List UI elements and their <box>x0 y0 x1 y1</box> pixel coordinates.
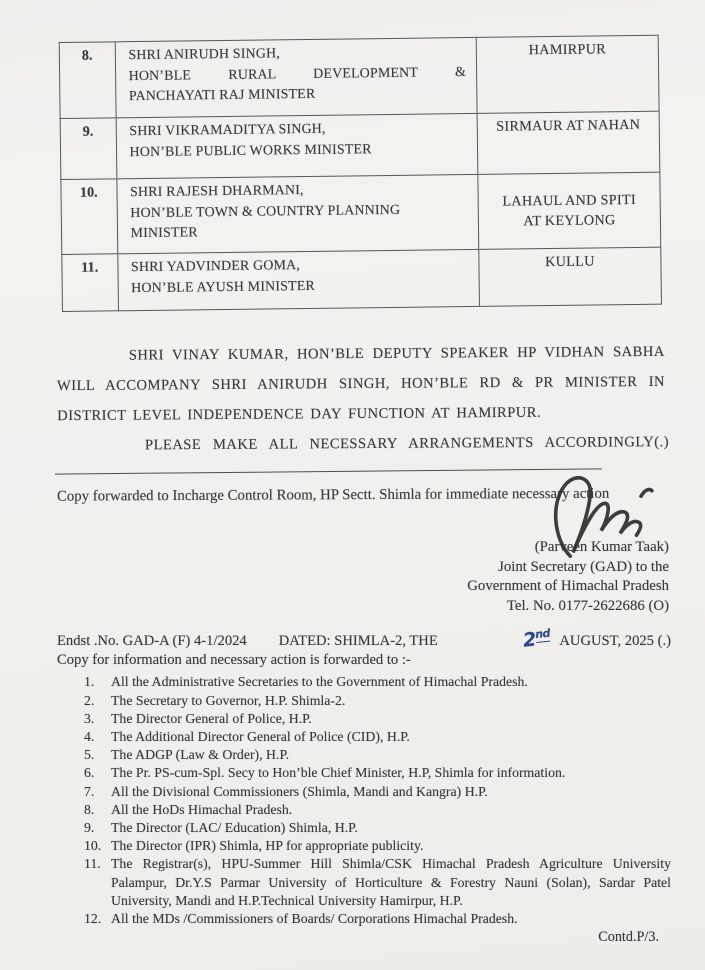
minister-line: SHRI VIKRAMADITYA SINGH, <box>129 121 326 140</box>
list-item-number: 12. <box>84 910 102 926</box>
place-cell <box>479 247 662 306</box>
scanned-letter-page <box>0 42 705 970</box>
list-item <box>84 837 671 855</box>
place-line: LAHAUL AND SPITI <box>502 191 637 210</box>
place-line: AT KEYLONG <box>523 212 616 230</box>
row-number: 9. <box>60 118 116 180</box>
place-cell <box>476 35 659 113</box>
section-divider <box>55 468 602 474</box>
signature-ink-mark <box>543 469 661 567</box>
list-item <box>84 728 671 746</box>
list-item-text: The Secretary to Governor, H.P. Shimla-2. <box>111 692 346 708</box>
minister-name-cell <box>116 174 478 253</box>
list-item-number: 5. <box>84 747 95 763</box>
list-item-text: The Pr. PS-cum-Spl. Secy to Hon’ble Chief Minister, H.P, Shimla for information. <box>111 765 566 781</box>
endorsement-month-year: AUGUST, 2025 (.) <box>559 633 671 650</box>
signatory-title: Joint Secretary (GAD) to the <box>498 558 669 575</box>
list-item-text: All the MDs /Commissioners of Boards/ Corporations Himachal Pradesh. <box>111 910 518 926</box>
minister-line: HON’BLE TOWN & COUNTRY PLANNING <box>130 202 401 221</box>
list-item <box>84 819 671 837</box>
table-row <box>59 35 659 118</box>
date-ordinal-suffix: nd <box>534 626 551 642</box>
list-item-text: The Director (IPR) Shimla, HP for appropriate publicity. <box>111 838 424 854</box>
table-row <box>62 247 662 311</box>
list-item-number: 1. <box>84 674 95 690</box>
list-item-number: 2. <box>84 692 95 708</box>
body-paragraph-deputy-speaker: SHRI VINAY KUMAR, HON’BLE DEPUTY SPEAKER HP VIDHAN SABHA WILL ACCOMPANY SHRI ANIRUDH SINGH, HON’BLE RD & PR MINISTER IN DISTRICT LEVEL INDEPENDENCE DAY FUNCTION AT HAMIRPUR. <box>56 343 666 425</box>
minister-line: SHRI YADVINDER GOMA, <box>130 258 301 276</box>
handwritten-date: 2nd <box>521 626 551 652</box>
minister-line: SHRI ANIRUDH SINGH, <box>128 46 281 64</box>
list-item-number: 11. <box>84 856 101 872</box>
list-item-number: 9. <box>84 819 95 835</box>
minister-line: PANCHAYATI RAJ MINISTER <box>128 86 316 105</box>
body-paragraph-arrangements: PLEASE MAKE ALL NECESSARY ARRANGEMENTS ACCORDINGLY(.) <box>144 434 670 454</box>
place-line: SIRMAUR AT NAHAN <box>496 116 641 135</box>
list-item-number: 8. <box>84 801 95 817</box>
row-number: 10. <box>61 179 117 255</box>
ministers-table <box>59 35 662 312</box>
list-item <box>84 764 671 782</box>
minister-name-cell <box>117 249 479 310</box>
minister-line: HON’BLE RURAL DEVELOPMENT & <box>128 64 467 84</box>
minister-name-cell <box>115 37 477 117</box>
place-cell <box>477 111 660 174</box>
table-row <box>60 111 660 179</box>
signature-area <box>0 487 705 616</box>
continuation-note: Contd.P/3. <box>598 929 659 946</box>
forwarded-to-line: Copy for information and necessary action is forwarded to :- <box>57 652 411 669</box>
list-item <box>84 910 671 928</box>
list-item-number: 7. <box>84 783 95 799</box>
place-cell <box>478 172 661 249</box>
list-item-text: The Registrar(s), HPU-Summer Hill Shimla/CSK Himachal Pradesh Agriculture University Palampur, Dr.Y.S Parmar University of Horticulture & Forestry Nauni (Solan), Sardar Patel University, Mandi and H.P.Technical University Hamirpur, H.P. <box>111 856 671 908</box>
endorsement-dated: DATED: SHIMLA-2, THE <box>278 633 438 650</box>
list-item-number: 3. <box>84 710 95 726</box>
list-item-text: The ADGP (Law & Order), H.P. <box>111 747 290 763</box>
list-item <box>84 673 671 691</box>
endorsement-line <box>57 628 671 650</box>
minister-line: HON’BLE PUBLIC WORKS MINISTER <box>129 141 372 160</box>
minister-line: MINISTER <box>130 225 198 242</box>
list-item-number: 6. <box>84 765 95 781</box>
list-item-text: The Director General of Police, H.P. <box>111 710 312 726</box>
row-number: 8. <box>59 42 115 119</box>
signatory-phone: Tel. No. 0177-2622686 (O) <box>506 597 669 614</box>
place-line: KULLU <box>545 253 595 271</box>
list-item-number: 4. <box>84 728 95 744</box>
list-item-text: All the Divisional Commissioners (Shimla, Mandi and Kangra) H.P. <box>111 783 488 799</box>
copy-forwarded-note: Copy forwarded to Incharge Control Room, HP Sectt. Shimla for immediate necessary action <box>56 485 610 505</box>
signatory-org: Government of Himachal Pradesh <box>467 578 669 594</box>
list-item <box>84 746 671 764</box>
list-item-text: The Additional Director General of Police (CID), H.P. <box>111 728 410 744</box>
minister-line: HON’BLE AYUSH MINISTER <box>131 278 316 296</box>
distribution-list <box>84 673 671 928</box>
list-item-text: The Director (LAC/ Education) Shimla, H.P. <box>111 819 358 835</box>
minister-name-cell <box>116 113 478 178</box>
table-row <box>61 172 661 254</box>
list-item <box>84 855 671 910</box>
list-item <box>84 710 671 728</box>
list-item-number: 10. <box>84 838 102 854</box>
list-item <box>84 783 671 801</box>
list-item <box>84 801 671 819</box>
minister-line: SHRI RAJESH DHARMANI, <box>130 183 304 201</box>
endorsement-number: Endst .No. GAD-A (F) 4-1/2024 <box>57 633 247 650</box>
list-item-text: All the HoDs Himachal Pradesh. <box>111 801 293 817</box>
signatory-name: (Parveen Kumar Taak) <box>534 539 669 555</box>
row-number: 11. <box>62 254 118 312</box>
place-line: HAMIRPUR <box>528 41 607 59</box>
list-item <box>84 692 671 710</box>
list-item-text: All the Administrative Secretaries to the Government of Himachal Pradesh. <box>111 674 528 690</box>
